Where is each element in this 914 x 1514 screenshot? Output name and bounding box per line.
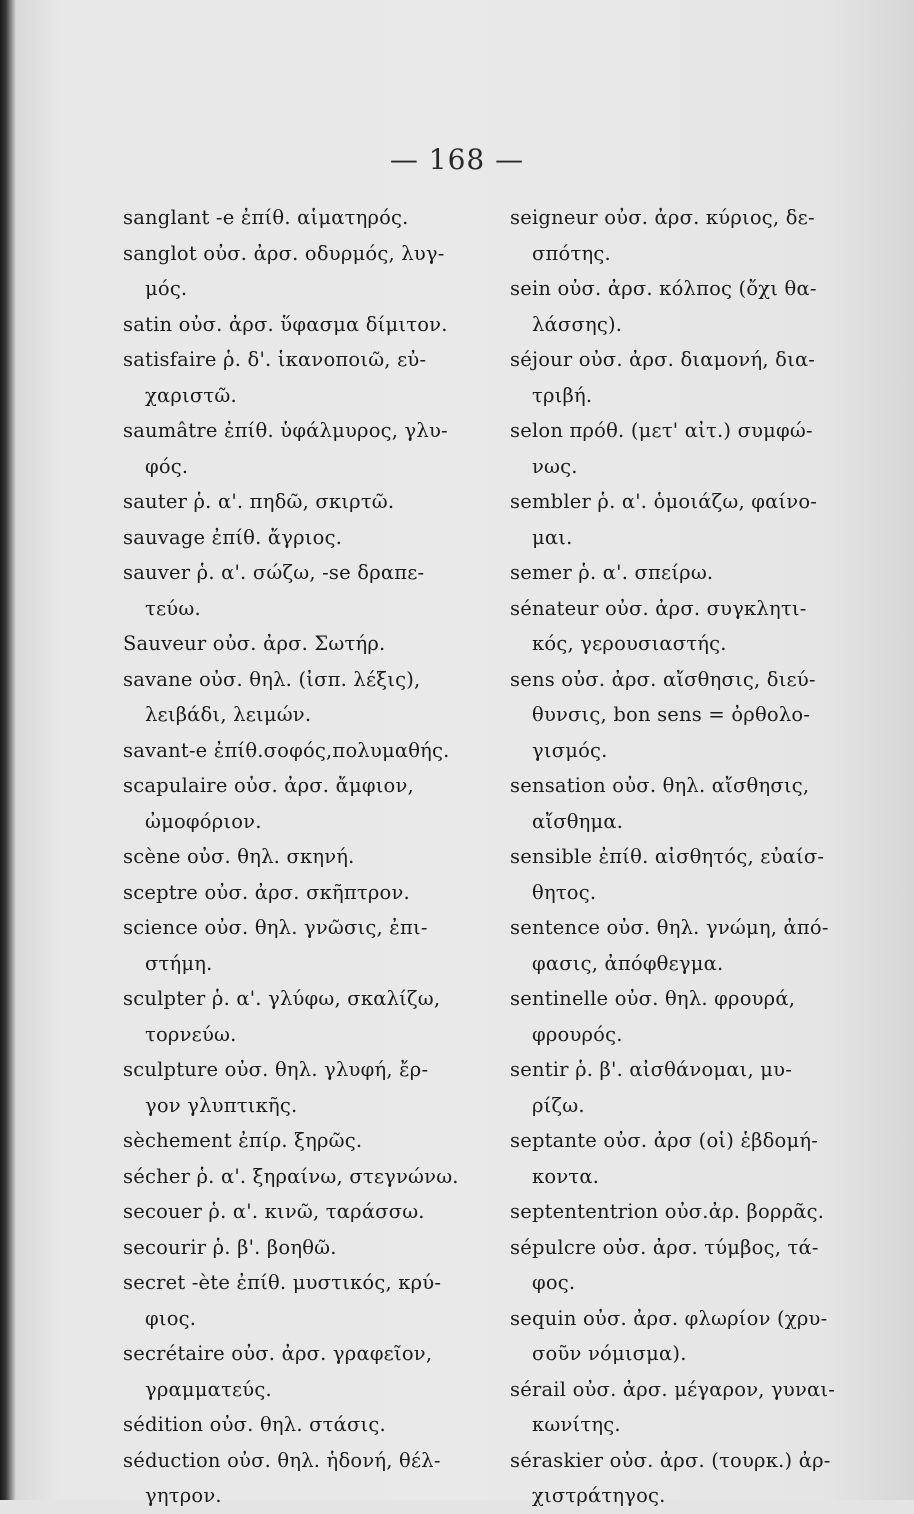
dictionary-entry: sceptre οὐσ. ἀρσ. σκῆπτρον. [123, 880, 410, 904]
dictionary-entry: sculpter ῥ. α'. γλύφω, σκαλίζω, τορνεύω. [123, 987, 441, 1046]
dictionary-entry: septante οὐσ. ἀρσ (οἱ) ἑβδομή- κοντα. [510, 1129, 819, 1188]
dictionary-entry: selon πρόθ. (μετ' αἰτ.) συμφώ- νως. [510, 419, 813, 478]
dictionary-entry: sens οὐσ. ἀρσ. αἴσθησις, διεύ- θυνσις, bon sens = ὀρθολο- γισμός. [510, 667, 816, 762]
dictionary-entry: satin οὐσ. ἀρσ. ὕφασμα δίμιτον. [123, 312, 448, 336]
dictionary-entry: sentir ῥ. β'. αἰσθάνομαι, μυ- ρίζω. [510, 1058, 793, 1117]
dictionary-entry: sentence οὐσ. θηλ. γνώμη, ἀπό- φασις, ἀπόφθεγμα. [510, 916, 829, 975]
dictionary-entry: sécher ῥ. α'. ξηραίνω, στεγνώνω. [123, 1164, 459, 1188]
dictionary-entry: sénateur οὐσ. ἀρσ. συγκλητι- κός, γερουσιαστής. [510, 596, 807, 655]
dictionary-entry: seigneur οὐσ. ἀρσ. κύριος, δε- σπότης. [510, 206, 815, 265]
dictionary-entry: secouer ῥ. α'. κινῶ, ταράσσω. [123, 1200, 425, 1223]
right-column [510, 200, 870, 1514]
dictionary-entry: sanglot οὐσ. ἀρσ. οδυρμός, λυγ- μός. [123, 241, 445, 300]
dictionary-entry: séraskier οὐσ. ἀρσ. (τουρκ.) ἀρ- χιστράτηγος. [510, 1448, 831, 1507]
left-column [123, 200, 493, 1514]
page-number: — 168 — [389, 143, 525, 176]
dictionary-entry: scène οὐσ. θηλ. σκηνή. [123, 845, 355, 868]
dictionary-entry: septententrion οὐσ.ἀρ. βορρᾶς. [510, 1200, 825, 1223]
dictionary-entry: sépulcre οὐσ. ἀρσ. τύμβος, τά- φος. [510, 1235, 819, 1294]
dictionary-entry: sensible ἐπίθ. αἰσθητός, εὐαίσ- θητος. [510, 845, 825, 904]
dictionary-entry: savane οὐσ. θηλ. (ἰσπ. λέξις), λειβάδι, λειμών. [123, 667, 421, 726]
dictionary-entry: séjour οὐσ. ἀρσ. διαμονή, δια- τριβή. [510, 348, 816, 407]
dictionary-entry: science οὐσ. θηλ. γνῶσις, ἐπι- στήμη. [123, 916, 428, 975]
dictionary-entry: séduction οὐσ. θηλ. ἡδονή, θέλ- γητρον. [123, 1448, 441, 1507]
dictionary-entry: secourir ῥ. β'. βοηθῶ. [123, 1235, 337, 1259]
dictionary-entry: sculpture οὐσ. θηλ. γλυφή, ἔρ- γον γλυπτικῆς. [123, 1058, 429, 1117]
dictionary-entry: sanglant -e ἐπίθ. αἱματηρός. [123, 206, 409, 229]
dictionary-entry: secret -ète ἐπίθ. μυστικός, κρύ- φιος. [123, 1271, 442, 1330]
dictionary-entry: secrétaire οὐσ. ἀρσ. γραφεῖον, γραμματεύς. [123, 1342, 433, 1401]
dictionary-entry: Sauveur οὐσ. ἀρσ. Σωτήρ. [123, 632, 386, 655]
dictionary-entry: sembler ῥ. α'. ὁμοιάζω, φαίνο- μαι. [510, 490, 818, 549]
dictionary-entry: saumâtre ἐπίθ. ὑφάλμυρος, γλυ- φός. [123, 419, 448, 478]
dictionary-entry: sauter ῥ. α'. πηδῶ, σκιρτῶ. [123, 490, 395, 513]
dictionary-entry: sensation οὐσ. θηλ. αἴσθησις, αἴσθημα. [510, 774, 810, 833]
dictionary-entry: sequin οὐσ. ἀρσ. φλωρίον (χρυ- σοῦν νόμισμα). [510, 1306, 828, 1365]
dictionary-entry: sauvage ἐπίθ. ἄγριος. [123, 525, 343, 549]
dictionary-entry: sérail οὐσ. ἀρσ. μέγαρον, γυναι- κωνίτης. [510, 1377, 836, 1436]
dictionary-entry: sauver ῥ. α'. σώζω, -se δραπε- τεύω. [123, 561, 425, 620]
dictionary-entry: sentinelle οὐσ. θηλ. φρουρά, φρουρός. [510, 987, 796, 1046]
dictionary-entry: sédition οὐσ. θηλ. στάσις. [123, 1413, 386, 1436]
dictionary-entry: sein οὐσ. ἀρσ. κόλπος (ὄχι θα- λάσσης). [510, 277, 817, 336]
dictionary-entry: satisfaire ῥ. δ'. ἱκανοποιῶ, εὐ- χαριστῶ. [123, 348, 427, 407]
dictionary-entry: savant-e ἐπίθ.σοφός,πολυμαθής. [123, 738, 450, 762]
dictionary-entry: semer ῥ. α'. σπείρω. [510, 561, 714, 584]
dictionary-entry: scapulaire οὐσ. ἀρσ. ἄμφιον, ὠμοφόριον. [123, 774, 414, 833]
dictionary-entry: sèchement ἐπίρ. ξηρῶς. [123, 1129, 363, 1152]
